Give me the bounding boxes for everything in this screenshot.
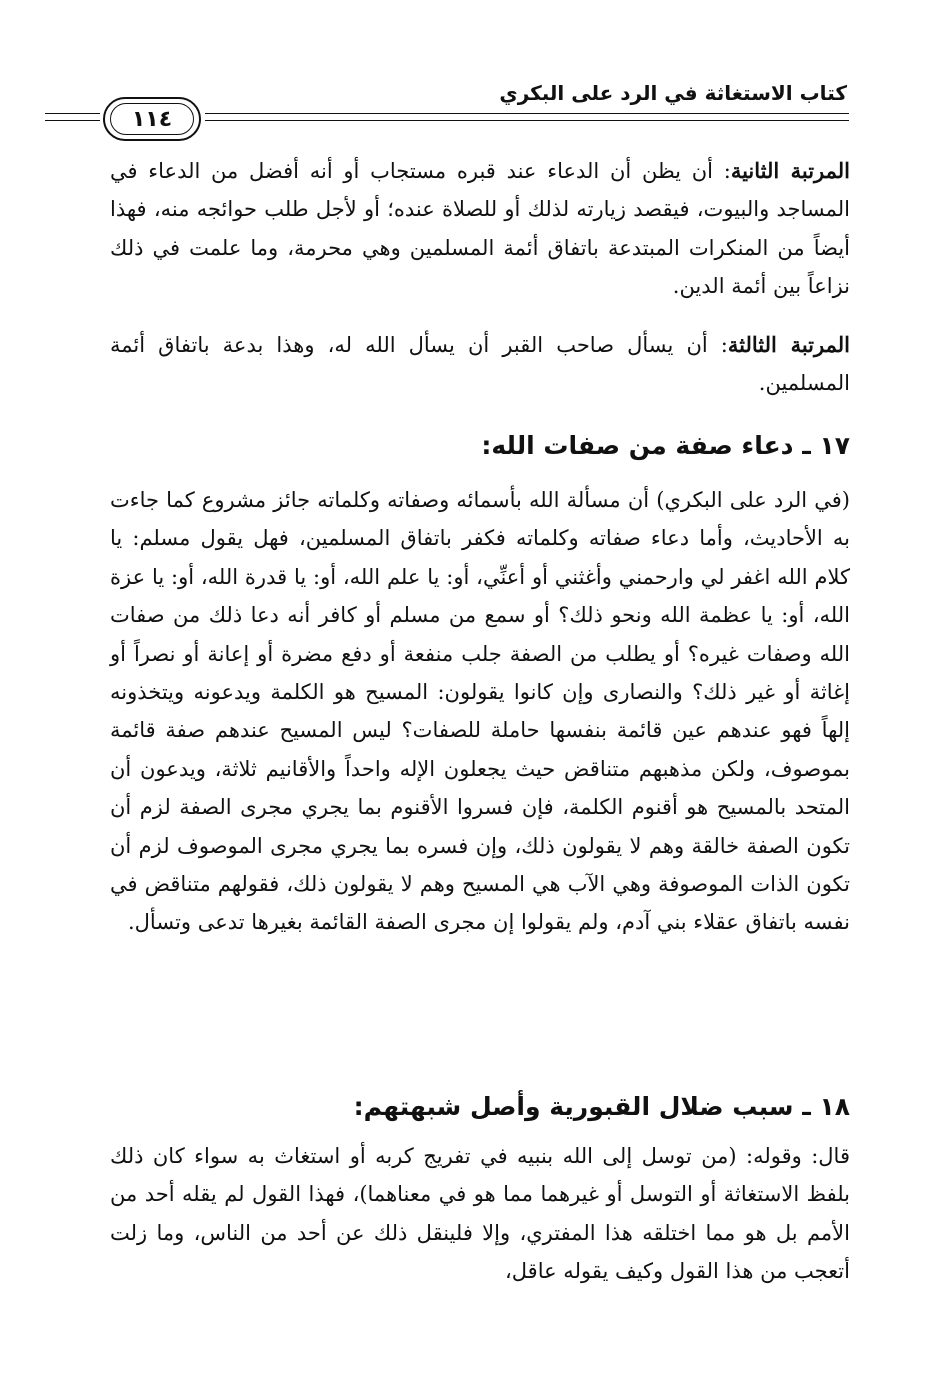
paragraph-lead-third-rank: المرتبة الثالثة bbox=[727, 332, 850, 357]
paragraph-third-rank bbox=[110, 326, 850, 403]
page-number-badge bbox=[103, 97, 201, 141]
paragraph-body-second-rank: : أن يظن أن الدعاء عند قبره مستجاب أو أنه أفضل من الدعاء في المساجد والبيوت، فيقصد زيارته لذلك أو للصلاة عنده؛ أو لأجل طلب حوائجه منه، فهذا أيضاً من المنكرات المبتدعة باتفاق أئمة المسلمين وهي محرمة، وما علمت في ذلك نزاعاً بين أئمة الدين. bbox=[110, 159, 850, 299]
paragraph-lead-second-rank: المرتبة الثانية bbox=[730, 158, 851, 183]
section-body-18: قال: وقوله: (من توسل إلى الله بنبيه في تفريج كربه أو استغاث به سواء كان ذلك بلفظ الاستغاثة أو التوسل أو غيرهما مما هو في معناهما)، فهذا القول لم يقله أحد من الأمم بل هو مما اختلقه هذا المفتري، وإلا فلينقل ذلك عن أحد من الناس، وما زلت أتعجب من هذا القول وكيف يقوله عاقل، bbox=[110, 1144, 850, 1284]
paragraph-second-rank bbox=[110, 152, 850, 306]
paragraph-body-third-rank: : أن يسأل صاحب القبر أن يسأل الله له، وهذا بدعة باتفاق أئمة المسلمين. bbox=[110, 333, 850, 396]
running-header-title: كتاب الاستغاثة في الرد على البكري bbox=[499, 81, 847, 105]
section-heading-18: ١٨ ـ سبب ضلال القبورية وأصل شبهتهم: bbox=[353, 1092, 850, 1121]
header-rule-top-left bbox=[45, 113, 100, 114]
header-rule-bottom-right bbox=[205, 120, 849, 121]
header-rule-top-right bbox=[205, 113, 849, 114]
section-body-17: (في الرد على البكري) أن مسألة الله بأسمائه وصفاته وكلماته جائز مشروع كما جاءت به الأحاديث، وأما دعاء صفاته وكلماته فكفر باتفاق المسلمين، فهل يقول مسلم: يا كلام الله اغفر لي وارحمني وأغثني أو أعنِّي، أو: يا علم الله، أو: يا قدرة الله، أو: يا عزة الله، أو: يا عظمة الله ونحو ذلك؟ أو سمع من مسلم أو كافر أنه دعا ذلك من صفات الله وصفات غيره؟ أو يطلب من الصفة جلب منفعة أو دفع مضرة أو إعانة أو نصراً أو إغاثة أو غير ذلك؟ والنصارى وإن كانوا يقولون: المسيح هو الكلمة ويدعونه ويتخذونه إلهاً فهو عندهم عين قائمة بنفسها حاملة للصفات؟ ليس المسيح عندهم صفة قائمة بموصوف، ولكن مذهبهم متناقض حيث يجعلون الإله واحداً والأقانيم ثلاثة، ويدعون أن المتحد بالمسيح هو أقنوم الكلمة، فإن فسروا الأقنوم بما يجري مجرى الصفة لزم أن تكون الصفة خالقة وهم لا يقولون ذلك، وإن فسره بما يجري مجرى الموصوف لزم أن تكون الذات الموصوفة وهي الآب هي المسيح وهم لا يقولون ذلك، فقولهم متناقض في نفسه باتفاق عقلاء بني آدم، ولم يقولوا إن مجرى الصفة القائمة بغيرها تدعى وتسأل. bbox=[110, 488, 850, 935]
page-number: ١١٤ bbox=[110, 103, 194, 135]
header-rule-bottom-left bbox=[45, 120, 100, 121]
section-heading-17: ١٧ ـ دعاء صفة من صفات الله: bbox=[481, 431, 850, 460]
